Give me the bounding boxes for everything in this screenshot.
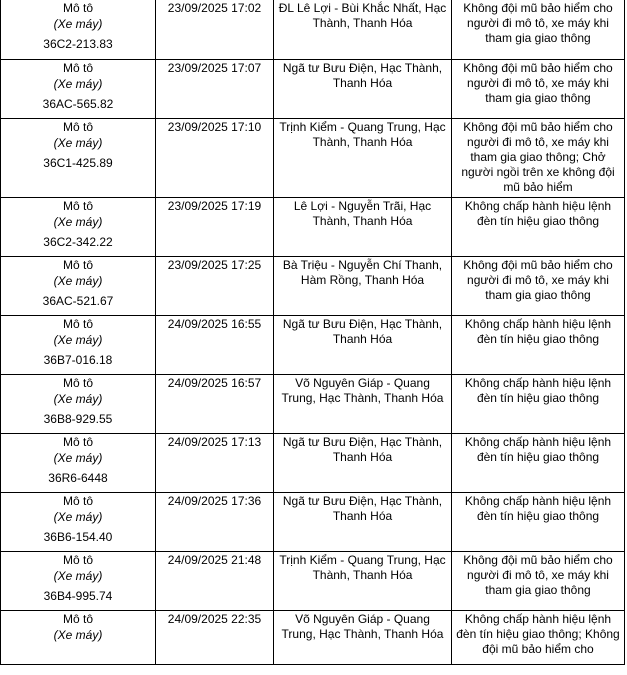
license-plate: 36AC-521.67 — [42, 293, 114, 308]
table-row — [1, 0, 625, 59]
violation-time: 24/09/2025 21:48 — [167, 552, 262, 567]
violation-time: 23/09/2025 17:07 — [167, 60, 262, 75]
time-cell — [156, 59, 274, 118]
table-row — [1, 118, 625, 197]
violation-location: Ngã tư Bưu Điện, Hạc Thành, Thanh Hóa — [282, 434, 443, 464]
vehicle-cell — [1, 374, 156, 433]
time-cell — [156, 197, 274, 256]
violation-description: Không chấp hành hiệu lệnh đèn tín hiệu giao thông — [464, 375, 612, 405]
vehicle-type: Mô tô — [62, 60, 93, 75]
vehicle-kind: (Xe máy) — [53, 509, 103, 524]
table-row — [1, 551, 625, 610]
violation-cell — [452, 197, 625, 256]
violation-cell — [452, 492, 625, 551]
vehicle-type: Mô tô — [62, 493, 93, 508]
vehicle-kind: (Xe máy) — [53, 273, 103, 288]
violation-location: Ngã tư Bưu Điện, Hạc Thành, Thanh Hóa — [282, 60, 443, 90]
vehicle-cell — [1, 551, 156, 610]
location-cell — [274, 0, 452, 59]
table-row — [1, 374, 625, 433]
vehicle-type: Mô tô — [62, 375, 93, 390]
license-plate: 36C2-213.83 — [43, 37, 113, 51]
vehicle-type: Mô tô — [62, 611, 93, 626]
violation-time: 24/09/2025 16:55 — [167, 316, 262, 331]
violation-cell — [452, 59, 625, 118]
license-plate: 36C2-342.22 — [43, 234, 113, 249]
violation-location: Lê Lợi - Nguyễn Trãi, Hạc Thành, Thanh Hóa — [293, 198, 432, 228]
time-cell — [156, 0, 274, 59]
violation-location: Bà Triệu - Nguyễn Chí Thanh, Hàm Rồng, Thanh Hóa — [282, 257, 443, 287]
violations-table-body — [1, 0, 625, 664]
license-plate: 36B8-929.55 — [43, 411, 113, 426]
location-cell — [274, 256, 452, 315]
violation-location: Võ Nguyên Giáp - Quang Trung, Hạc Thành, Thanh Hóa — [281, 611, 444, 641]
violation-time: 24/09/2025 17:13 — [167, 434, 262, 449]
vehicle-kind: (Xe máy) — [53, 135, 103, 150]
table-row — [1, 197, 625, 256]
vehicle-type: Mô tô — [62, 316, 93, 331]
vehicle-type: Mô tô — [62, 257, 93, 272]
violation-cell — [452, 118, 625, 197]
violation-description: Không chấp hành hiệu lệnh đèn tín hiệu giao thông — [464, 434, 612, 464]
license-plate: 36B7-016.18 — [43, 352, 113, 367]
vehicle-kind: (Xe máy) — [53, 214, 103, 229]
violation-description: Không đội mũ bảo hiểm cho người đi mô tô, xe máy khi tham gia giao thông — [463, 1, 613, 45]
table-row — [1, 256, 625, 315]
violation-location: Trịnh Kiểm - Quang Trung, Hạc Thành, Thanh Hóa — [279, 552, 446, 582]
license-plate: 36B6-154.40 — [43, 529, 113, 544]
violation-location: Võ Nguyên Giáp - Quang Trung, Hạc Thành, Thanh Hóa — [281, 375, 444, 405]
violation-description: Không đội mũ bảo hiểm cho người đi mô tô, xe máy khi tham gia giao thông; Chở người ngồi trên xe không đội mũ bảo hiểm — [461, 119, 615, 194]
vehicle-kind: (Xe máy) — [53, 568, 103, 583]
vehicle-type: Mô tô — [62, 198, 93, 213]
violation-description: Không đội mũ bảo hiểm cho người đi mô tô, xe máy khi tham gia giao thông — [463, 60, 613, 105]
violation-description: Không chấp hành hiệu lệnh đèn tín hiệu giao thông; Không đội mũ bảo hiểm cho — [456, 611, 620, 656]
violation-cell — [452, 0, 625, 59]
location-cell — [274, 315, 452, 374]
vehicle-cell — [1, 433, 156, 492]
vehicle-cell — [1, 118, 156, 197]
time-cell — [156, 374, 274, 433]
table-row — [1, 492, 625, 551]
vehicle-cell — [1, 0, 156, 59]
violation-description: Không chấp hành hiệu lệnh đèn tín hiệu giao thông — [464, 198, 612, 228]
violation-cell — [452, 256, 625, 315]
time-cell — [156, 610, 274, 664]
vehicle-type: Mô tô — [62, 552, 93, 567]
vehicle-kind: (Xe máy) — [53, 76, 103, 91]
violation-cell — [452, 433, 625, 492]
time-cell — [156, 315, 274, 374]
violation-time: 23/09/2025 17:02 — [167, 1, 262, 15]
license-plate: 36B4-995.74 — [43, 588, 113, 603]
location-cell — [274, 59, 452, 118]
violation-time: 23/09/2025 17:25 — [167, 257, 262, 272]
violation-cell — [452, 315, 625, 374]
vehicle-kind: (Xe máy) — [53, 17, 103, 31]
time-cell — [156, 118, 274, 197]
time-cell — [156, 551, 274, 610]
violation-description: Không đội mũ bảo hiểm cho người đi mô tô, xe máy khi tham gia giao thông — [463, 257, 613, 302]
location-cell — [274, 610, 452, 664]
time-cell — [156, 492, 274, 551]
vehicle-kind: (Xe máy) — [53, 627, 103, 642]
violation-description: Không đội mũ bảo hiểm cho người đi mô tô, xe máy khi tham gia giao thông — [463, 552, 613, 597]
violation-time: 24/09/2025 22:35 — [167, 611, 262, 626]
location-cell — [274, 374, 452, 433]
location-cell — [274, 551, 452, 610]
time-cell — [156, 433, 274, 492]
license-plate: 36R6-6448 — [48, 470, 108, 485]
vehicle-kind: (Xe máy) — [53, 332, 103, 347]
table-row — [1, 610, 625, 664]
vehicle-cell — [1, 256, 156, 315]
vehicle-type: Mô tô — [62, 119, 93, 134]
violation-description: Không chấp hành hiệu lệnh đèn tín hiệu giao thông — [464, 493, 612, 523]
violation-location: Trịnh Kiểm - Quang Trung, Hạc Thành, Thanh Hóa — [279, 119, 446, 149]
location-cell — [274, 118, 452, 197]
violation-cell — [452, 551, 625, 610]
table-row — [1, 433, 625, 492]
violation-location: ĐL Lê Lợi - Bùi Khắc Nhất, Hạc Thành, Thanh Hóa — [278, 1, 447, 30]
table-row — [1, 315, 625, 374]
violation-time: 24/09/2025 16:57 — [167, 375, 262, 390]
time-cell — [156, 256, 274, 315]
violation-time: 23/09/2025 17:10 — [167, 119, 262, 134]
violation-time: 24/09/2025 17:36 — [167, 493, 262, 508]
vehicle-cell — [1, 197, 156, 256]
vehicle-cell — [1, 315, 156, 374]
violation-location: Ngã tư Bưu Điện, Hạc Thành, Thanh Hóa — [282, 316, 443, 346]
violation-description: Không chấp hành hiệu lệnh đèn tín hiệu giao thông — [464, 316, 612, 346]
violation-location: Ngã tư Bưu Điện, Hạc Thành, Thanh Hóa — [282, 493, 443, 523]
license-plate: 36C1-425.89 — [43, 155, 113, 170]
violation-cell — [452, 610, 625, 664]
violation-time: 23/09/2025 17:19 — [167, 198, 262, 213]
location-cell — [274, 197, 452, 256]
vehicle-cell — [1, 492, 156, 551]
vehicle-kind: (Xe máy) — [53, 391, 103, 406]
vehicle-type: Mô tô — [62, 434, 93, 449]
license-plate: 36AC-565.82 — [42, 96, 114, 111]
table-row — [1, 59, 625, 118]
vehicle-cell — [1, 59, 156, 118]
location-cell — [274, 433, 452, 492]
vehicle-cell — [1, 610, 156, 664]
violation-cell — [452, 374, 625, 433]
vehicle-kind: (Xe máy) — [53, 450, 103, 465]
location-cell — [274, 492, 452, 551]
vehicle-type: Mô tô — [62, 1, 93, 15]
